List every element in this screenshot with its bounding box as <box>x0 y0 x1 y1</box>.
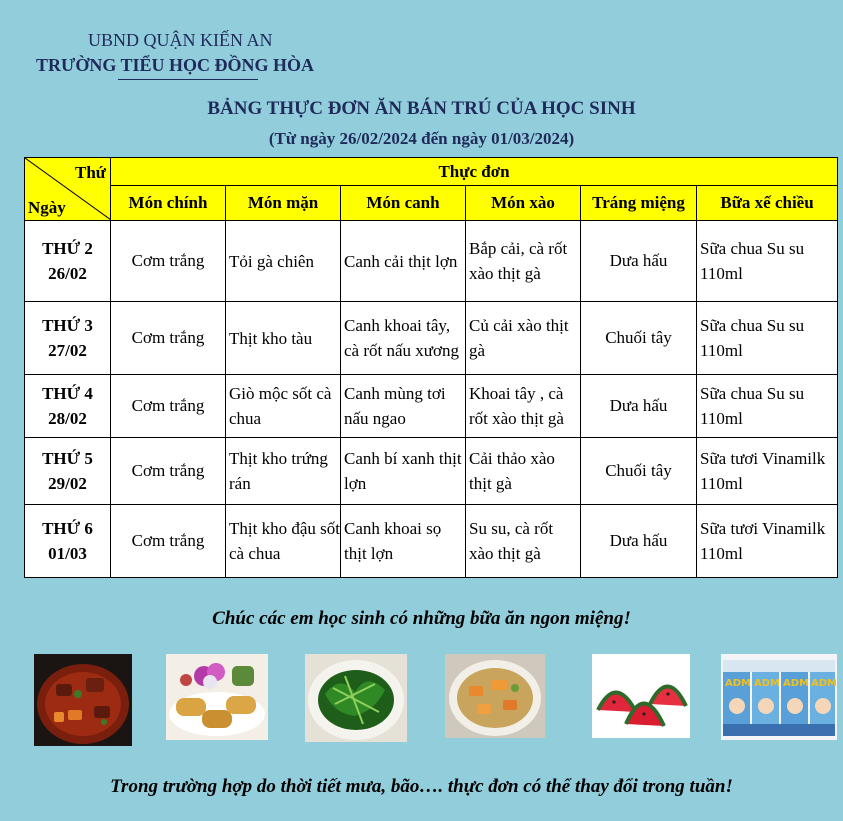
mon-canh-cell: Canh cải thịt lợn <box>341 221 466 302</box>
mon-xao-cell: Khoai tây , cà rốt xào thịt gà <box>466 375 581 438</box>
corner-label-thu: Thứ <box>75 163 106 182</box>
column-header: Món mặn <box>226 186 341 221</box>
column-header: Món chính <box>111 186 226 221</box>
table-row <box>25 302 838 375</box>
mon-canh-cell: Canh khoai tây, cà rốt nấu xương <box>341 302 466 375</box>
watermelon-photo <box>592 654 690 738</box>
day-date: 01/03 <box>48 544 87 563</box>
school-underline <box>118 79 258 80</box>
mon-chinh-cell: Cơm trắng <box>111 302 226 375</box>
day-cell <box>25 302 111 375</box>
table-row <box>25 438 838 505</box>
weather-note: Trong trường hợp do thời tiết mưa, bão…. thực đơn có thể thay đổi trong tuần! <box>110 776 733 797</box>
mon-man-cell: Thịt kho trứng rán <box>226 438 341 505</box>
milk-brand-text: ADM <box>811 678 837 689</box>
day-cell <box>25 505 111 578</box>
trang-mieng-cell: Dưa hấu <box>581 375 697 438</box>
column-header: Tráng miệng <box>581 186 697 221</box>
soup-bowl-photo <box>445 654 545 738</box>
mon-canh-cell: Canh bí xanh thịt lợn <box>341 438 466 505</box>
mon-canh-cell: Canh khoai sọ thịt lợn <box>341 505 466 578</box>
table-row <box>25 375 838 438</box>
mon-chinh-cell: Cơm trắng <box>111 438 226 505</box>
mon-man-cell: Giò mộc sốt cà chua <box>226 375 341 438</box>
day-cell <box>25 221 111 302</box>
mon-man-cell: Tỏi gà chiên <box>226 221 341 302</box>
milk-brand-text: ADM <box>783 678 809 689</box>
corner-label-ngay: Ngày <box>28 198 66 217</box>
mon-chinh-cell: Cơm trắng <box>111 505 226 578</box>
day-label: THỨ 4 <box>42 384 93 403</box>
xe-chieu-cell: Sữa tươi Vinamilk 110ml <box>697 438 838 505</box>
column-header-row <box>25 186 838 221</box>
day-label: THỨ 5 <box>42 449 93 468</box>
day-date: 27/02 <box>48 341 87 360</box>
mon-man-cell: Thịt kho tàu <box>226 302 341 375</box>
day-date: 26/02 <box>48 264 87 283</box>
column-header: Món canh <box>341 186 466 221</box>
milk-brand-text: ADM <box>725 678 751 689</box>
trang-mieng-cell: Dưa hấu <box>581 221 697 302</box>
mon-xao-cell: Bắp cải, cà rốt xào thịt gà <box>466 221 581 302</box>
trang-mieng-cell: Chuối tây <box>581 302 697 375</box>
column-header: Món xào <box>466 186 581 221</box>
corner-cell <box>25 158 111 221</box>
xe-chieu-cell: Sữa tươi Vinamilk 110ml <box>697 505 838 578</box>
org-name: UBND QUẬN KIẾN AN <box>88 30 273 50</box>
column-header: Bữa xế chiều <box>697 186 838 221</box>
day-date: 29/02 <box>48 474 87 493</box>
table-row <box>25 505 838 578</box>
mon-chinh-cell: Cơm trắng <box>111 375 226 438</box>
xe-chieu-cell: Sữa chua Su su 110ml <box>697 302 838 375</box>
mon-xao-cell: Su su, cà rốt xào thịt gà <box>466 505 581 578</box>
stir-fried-greens-photo <box>305 654 407 742</box>
milk-brand-text: ADM <box>754 678 780 689</box>
mon-xao-cell: Củ cải xào thịt gà <box>466 302 581 375</box>
day-cell <box>25 375 111 438</box>
day-date: 28/02 <box>48 409 87 428</box>
mon-canh-cell: Canh mùng tơi nấu ngao <box>341 375 466 438</box>
mon-man-cell: Thịt kho đậu sốt cà chua <box>226 505 341 578</box>
day-cell <box>25 438 111 505</box>
group-header: Thực đơn <box>111 158 838 186</box>
fried-chicken-photo <box>166 654 268 740</box>
day-label: THỨ 3 <box>42 316 93 335</box>
school-name: TRƯỜNG TIỂU HỌC ĐỒNG HÒA <box>36 55 315 75</box>
day-label: THỨ 2 <box>42 239 93 258</box>
day-label: THỨ 6 <box>42 519 93 538</box>
xe-chieu-cell: Sữa chua Su su 110ml <box>697 221 838 302</box>
trang-mieng-cell: Chuối tây <box>581 438 697 505</box>
date-range: (Từ ngày 26/02/2024 đến ngày 01/03/2024) <box>268 129 575 148</box>
menu-table <box>24 157 838 578</box>
table-header-row <box>25 158 838 186</box>
table-row <box>25 221 838 302</box>
milk-cartons-photo <box>721 654 837 740</box>
mon-chinh-cell: Cơm trắng <box>111 221 226 302</box>
menu-title: BẢNG THỰC ĐƠN ĂN BÁN TRÚ CỦA HỌC SINH <box>207 98 636 119</box>
mon-xao-cell: Cải thảo xào thịt gà <box>466 438 581 505</box>
beef-stew-photo <box>34 654 132 746</box>
xe-chieu-cell: Sữa chua Su su 110ml <box>697 375 838 438</box>
wish-message: Chúc các em học sinh có những bữa ăn ngon miệng! <box>212 608 631 629</box>
trang-mieng-cell: Dưa hấu <box>581 505 697 578</box>
